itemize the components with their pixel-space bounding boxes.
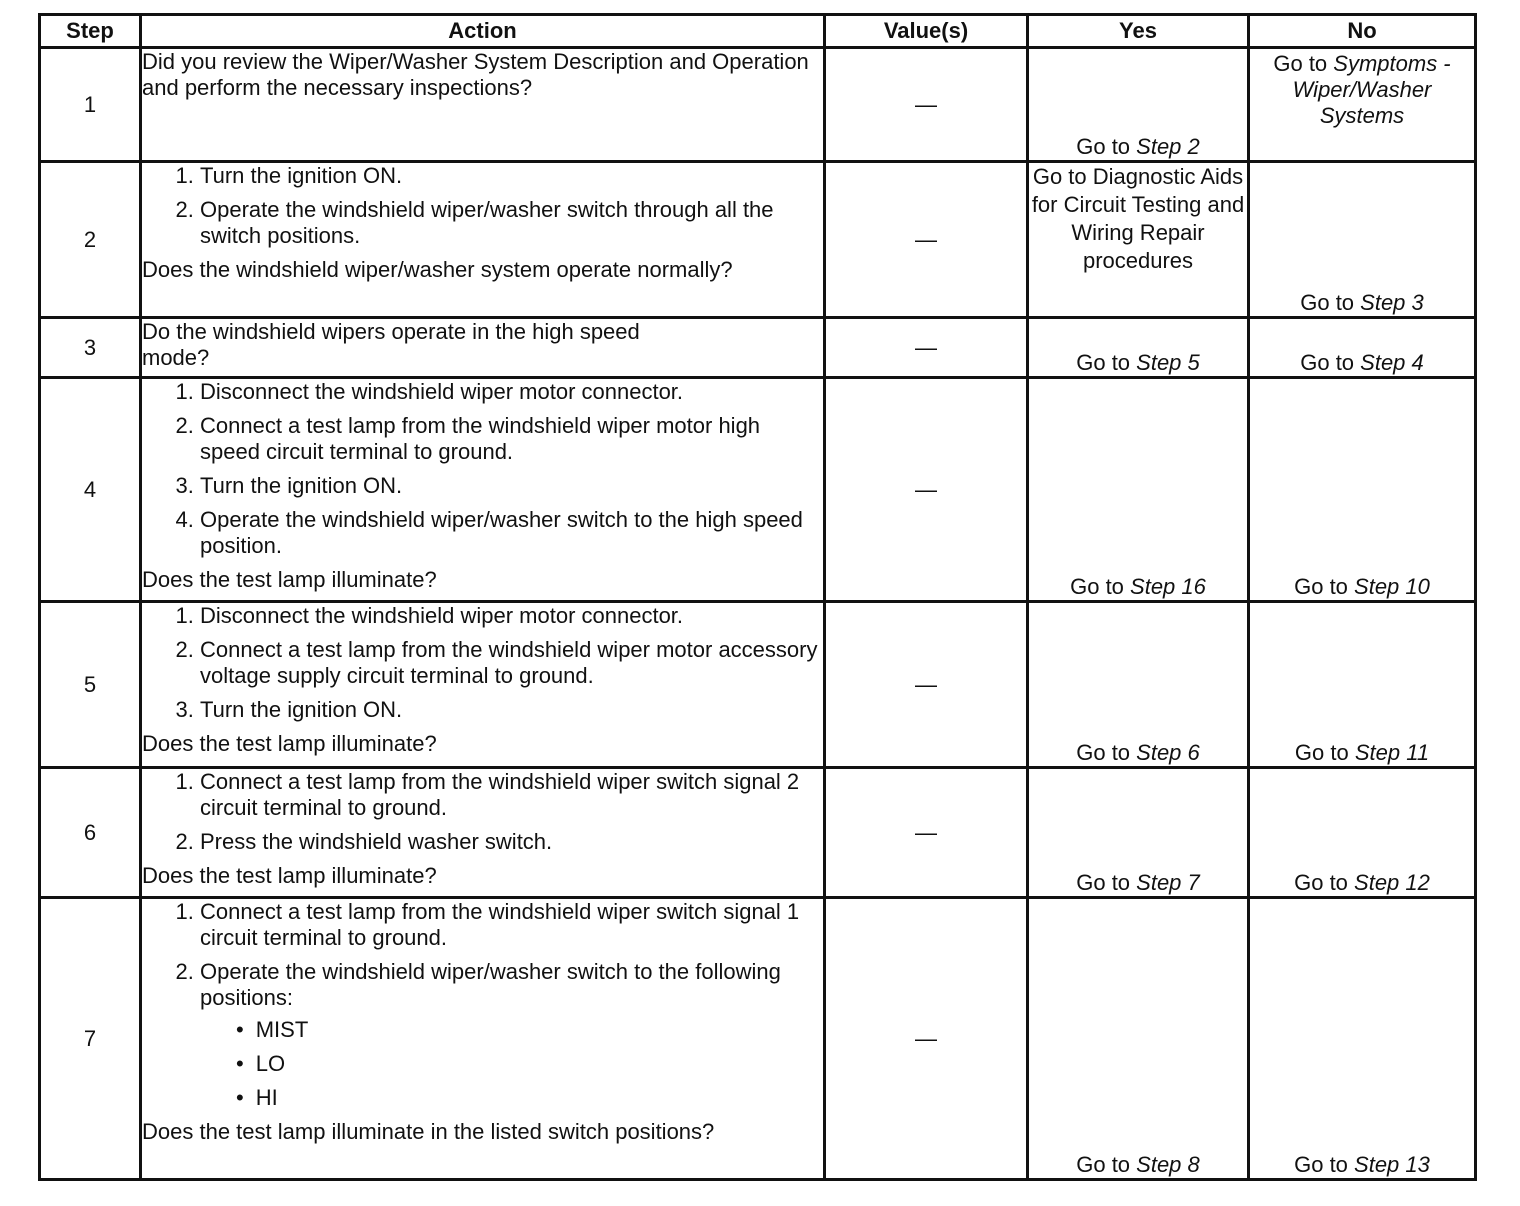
no-prefix: Go to: [1273, 51, 1334, 76]
yes-link[interactable]: Step 8: [1136, 1152, 1200, 1177]
yes-cell: [1028, 898, 1249, 1180]
table-row-step-4: [40, 378, 1476, 602]
yes-link[interactable]: Step 5: [1136, 350, 1200, 375]
no-prefix: Go to: [1294, 740, 1355, 765]
action-question: Did you review the Wiper/Washer System Description and Operation and perform the necessary inspections?: [142, 49, 809, 100]
procedure-item: 1. Connect a test lamp from the windshield wiper switch signal 1 circuit terminal to ground.: [200, 899, 823, 951]
action-question: Do the windshield wipers operate in the high speed mode?: [142, 319, 640, 370]
value-cell: —: [825, 898, 1028, 1180]
yes-link[interactable]: Step 16: [1130, 574, 1206, 599]
no-link[interactable]: Symptoms - Wiper/Washer Systems: [1292, 51, 1451, 128]
no-link[interactable]: Step 13: [1354, 1152, 1430, 1177]
step-number: 4: [40, 378, 141, 602]
yes-cell: [1028, 602, 1249, 768]
yes-link[interactable]: Go to Diagnostic Aids for Circuit Testing and Wiring Repair procedures: [1031, 164, 1245, 273]
procedure-item: 4. Operate the windshield wiper/washer switch to the high speed position.: [200, 507, 823, 559]
yes-cell: [1028, 378, 1249, 602]
table-row-step-2: [40, 162, 1476, 318]
header-yes: Yes: [1028, 15, 1249, 48]
value-cell: —: [825, 602, 1028, 768]
procedure-item: 3. Turn the ignition ON.: [200, 473, 823, 499]
header-values: Value(s): [825, 15, 1028, 48]
switch-position: • HI: [236, 1085, 823, 1111]
action-cell: [141, 378, 825, 602]
header-no: No: [1249, 15, 1476, 48]
table-row-step-1: [40, 48, 1476, 162]
yes-link[interactable]: Step 7: [1136, 870, 1200, 895]
procedure-item: 1. Disconnect the windshield wiper motor connector.: [200, 379, 823, 405]
yes-prefix: Go to: [1076, 134, 1137, 159]
procedure-item: [200, 959, 823, 1111]
procedure-item: 3. Turn the ignition ON.: [200, 697, 823, 723]
yes-prefix: Go to: [1076, 350, 1137, 375]
yes-cell: [1028, 48, 1249, 162]
yes-link[interactable]: Step 6: [1136, 740, 1200, 765]
table-row-step-5: [40, 602, 1476, 768]
no-link[interactable]: Step 4: [1360, 350, 1424, 375]
yes-prefix: Go to: [1070, 574, 1131, 599]
action-cell: [141, 48, 825, 162]
action-cell: [141, 318, 825, 378]
value-cell: —: [825, 768, 1028, 898]
procedure-item: 2. Connect a test lamp from the windshield wiper motor high speed circuit terminal to ground.: [200, 413, 823, 465]
value-cell: —: [825, 162, 1028, 318]
no-cell: [1249, 768, 1476, 898]
no-cell: [1249, 898, 1476, 1180]
table-row-step-3: [40, 318, 1476, 378]
action-cell: [141, 898, 825, 1180]
no-cell: [1249, 48, 1476, 162]
table-row-step-7: [40, 898, 1476, 1180]
no-prefix: Go to: [1300, 290, 1361, 315]
action-cell: [141, 602, 825, 768]
procedure-item: 2. Connect a test lamp from the windshield wiper motor accessory voltage supply circuit terminal to ground.: [200, 637, 823, 689]
no-cell: [1249, 162, 1476, 318]
yes-prefix: Go to: [1076, 740, 1137, 765]
step-number: 7: [40, 898, 141, 1180]
value-cell: —: [825, 48, 1028, 162]
procedure-list: [142, 899, 823, 1111]
no-prefix: Go to: [1294, 574, 1355, 599]
procedure-item: 2. Operate the windshield wiper/washer switch through all the switch positions.: [200, 197, 823, 249]
yes-cell: [1028, 162, 1249, 318]
table-row-step-6: [40, 768, 1476, 898]
value-cell: —: [825, 378, 1028, 602]
procedure-item-text: Operate the windshield wiper/washer switch to the following positions:: [200, 959, 781, 1010]
yes-prefix: Go to: [1076, 870, 1137, 895]
no-prefix: Go to: [1300, 350, 1361, 375]
procedure-list: [142, 769, 823, 855]
yes-cell: [1028, 768, 1249, 898]
step-number: 5: [40, 602, 141, 768]
procedure-item: 2. Press the windshield washer switch.: [200, 829, 823, 855]
switch-position: • LO: [236, 1051, 823, 1077]
procedure-list: [142, 603, 823, 723]
no-cell: [1249, 602, 1476, 768]
switch-position: • MIST: [236, 1017, 823, 1043]
no-cell: [1249, 378, 1476, 602]
procedure-item: 1. Turn the ignition ON.: [200, 163, 823, 189]
no-prefix: Go to: [1294, 1152, 1355, 1177]
yes-link[interactable]: Step 2: [1136, 134, 1200, 159]
action-question: Does the test lamp illuminate?: [142, 567, 437, 592]
no-prefix: Go to: [1294, 870, 1355, 895]
no-link[interactable]: Step 11: [1354, 740, 1430, 765]
step-number: 2: [40, 162, 141, 318]
action-question: Does the test lamp illuminate?: [142, 863, 437, 888]
no-link[interactable]: Step 12: [1354, 870, 1430, 895]
action-cell: [141, 768, 825, 898]
step-number: 6: [40, 768, 141, 898]
action-cell: [141, 162, 825, 318]
procedure-list: [142, 379, 823, 559]
step-number: 3: [40, 318, 141, 378]
no-cell: [1249, 318, 1476, 378]
diagnostic-table: [38, 13, 1477, 1181]
step-number: 1: [40, 48, 141, 162]
procedure-item: 1. Connect a test lamp from the windshield wiper switch signal 2 circuit terminal to ground.: [200, 769, 823, 821]
switch-position-list: [200, 1017, 823, 1111]
procedure-list: [142, 163, 823, 249]
yes-cell: [1028, 318, 1249, 378]
no-link[interactable]: Step 10: [1354, 574, 1430, 599]
yes-prefix: Go to: [1076, 1152, 1137, 1177]
header-step: Step: [40, 15, 141, 48]
value-cell: —: [825, 318, 1028, 378]
action-question: Does the windshield wiper/washer system operate normally?: [142, 257, 733, 282]
header-row: [40, 15, 1476, 48]
no-link[interactable]: Step 3: [1360, 290, 1424, 315]
procedure-item: 1. Disconnect the windshield wiper motor connector.: [200, 603, 823, 629]
action-question: Does the test lamp illuminate in the listed switch positions?: [142, 1119, 715, 1144]
header-action: Action: [141, 15, 825, 48]
action-question: Does the test lamp illuminate?: [142, 731, 437, 756]
